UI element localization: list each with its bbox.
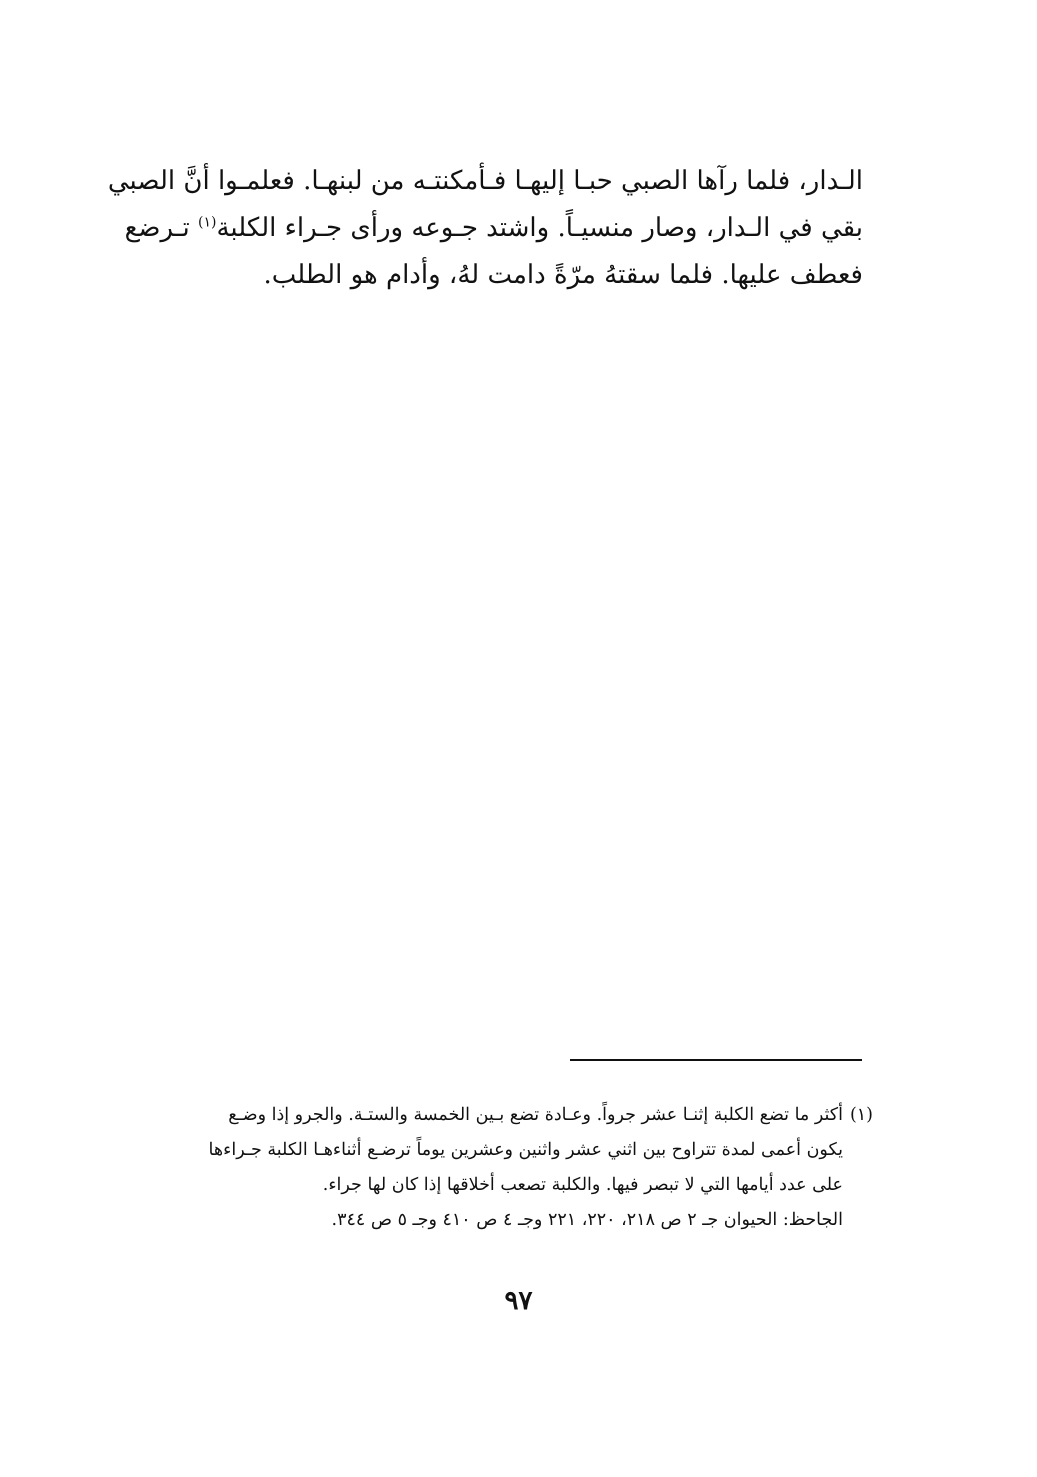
footnote-text-1: أكثر ما تضع الكلبة إثنـا عشر جرواً. وعـادة تضع بـين الخمسة والستـة. والجرو إذا وضـع	[228, 1105, 843, 1125]
footnote-reference[interactable]: (١)	[197, 214, 217, 231]
main-text	[107, 158, 863, 299]
main-text-line-2	[124, 205, 863, 252]
footnote-line-1	[188, 1098, 873, 1133]
footnote-separator	[570, 1059, 862, 1061]
page-number: ٩٧	[504, 1286, 533, 1316]
footnote-line-3: على عدد أيامها التي لا تبصر فيها. والكلبة تصعب أخلاقها إذا كان لها جراء.	[322, 1175, 843, 1195]
main-text-line-1: الـدار، فلما رآها الصبي حبـا إليهـا فـأمكنتـه من لبنهـا. فعلمـوا أنَّ الصبي	[107, 166, 863, 196]
main-text-line-3: فعطف عليها. فلما سقتهُ مرّةً دامت لهُ، وأدام هو الطلب.	[263, 260, 863, 290]
main-text-line-2-start: بقي في الـدار، وصار منسيـاً. واشتد جـوعه ورأى جـراء الكلبة	[216, 213, 863, 243]
footnote-number: (١)	[849, 1105, 873, 1125]
footnote-line-4: الجاحظ: الحيوان جـ ٢ ص ٢١٨، ٢٢٠، ٢٢١ وجـ ٤ ص ٤١٠ وجـ ٥ ص ٣٤٤.	[331, 1210, 843, 1230]
footnotes	[188, 1098, 873, 1238]
main-text-line-2-end: تـرضع	[124, 213, 190, 243]
footnote-line-2: يكون أعمى لمدة تتراوح بين اثني عشر واثنين وعشرين يوماً ترضـع أثناءهـا الكلبة جـراءها	[208, 1140, 843, 1160]
